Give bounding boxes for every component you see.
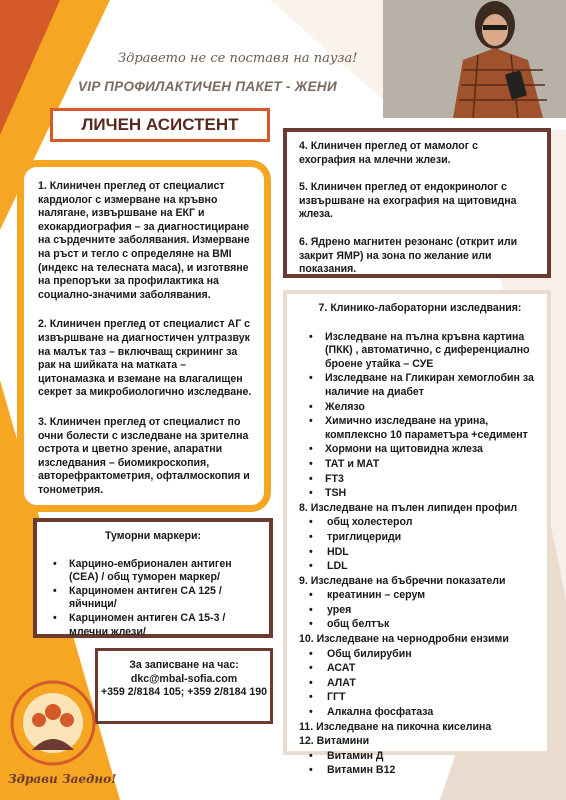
list-item: • Карцино-ембрионален антиген (CEA) / общ туморен маркер/ — [47, 558, 259, 585]
header-photo — [383, 0, 566, 118]
personal-assistant-badge: ЛИЧЕН АСИСТЕНТ — [50, 108, 270, 142]
list-item: • креатинин – серум — [297, 589, 539, 603]
exams-box-left — [17, 160, 271, 512]
list-item: • TSH — [297, 487, 539, 501]
list-item: • урея — [297, 604, 539, 618]
list-item: • Карциномен антиген CA 15-3 /млечни жлези/ — [47, 612, 259, 639]
list-item: • АСАТ — [297, 662, 539, 676]
lab-main-list — [297, 331, 539, 501]
contact-box — [95, 648, 273, 724]
list-item: • Изследване на пълна кръвна картина (ПКК) , автоматично, с диференциално броене утайка – СУЕ — [297, 331, 539, 372]
kidney-list — [297, 589, 539, 632]
list-item: • триглицериди — [297, 531, 539, 545]
hospital-logo — [10, 680, 96, 766]
contact-email[interactable]: dkc@mbal-sofia.com — [130, 672, 238, 685]
exam-item: 5. Клиничен преглед от ендокринолог с извършване на ехография на щитовидна жлеза. — [299, 181, 517, 221]
lab-heading: 7. Клинико-лабораторни изследвания: — [318, 302, 522, 314]
package-title: VIP ПРОФИЛАКТИЧЕН ПАКЕТ - ЖЕНИ — [78, 79, 337, 94]
section-title: 12. Витамини — [299, 735, 370, 748]
tumor-markers-box — [33, 518, 273, 638]
exam-item: 4. Клиничен преглед от мамолог с ехография на млечни жлези. — [299, 140, 478, 166]
list-item: • HDL — [297, 546, 539, 560]
list-item: • Витамин В12 — [297, 764, 539, 778]
list-item: • ГГТ — [297, 691, 539, 705]
exams-box-right — [283, 128, 551, 278]
exam-item: 3. Клиничен преглед от специалист по очни болести с изследване на зрителна острота и цветно зрение, апаратни изследвания – биомикроскопия, авторефрактометрия, офталмоскопия и тонометрия. — [38, 415, 250, 496]
exam-item: 1. Клиничен преглед от специалист кардиолог с измерване на кръвно налягане, извършване на ЕКГ и ехокардиография – за диагностициране на сърдечните заболявания. Измерване на ръст и тегло с определяне на BMI (индекс на телесната маса), и изготвяне на препоръки за профилактика на социално-значими заболявания. — [38, 180, 250, 301]
exam-item: 6. Ядрено магнитен резонанс (открит или закрит ЯМР) на зона по желание или показания. — [299, 235, 518, 276]
tumor-list — [47, 558, 259, 640]
list-item: • Алкална фосфатаза — [297, 706, 539, 720]
vitamins-list — [297, 750, 539, 778]
slogan: Здрави Заедно! — [8, 772, 117, 786]
list-item: • LDL — [297, 560, 539, 574]
contact-heading: За записване на час: — [129, 659, 239, 671]
list-item: • АЛАТ — [297, 677, 539, 691]
tagline: Здравето не се поставя на пауза! — [118, 51, 358, 66]
exam-item: 2. Клиничен преглед от специалист АГ с извършване на диагностичен ултразвук на малък таз – включващ скрининг за рак на шийката на матката – цитонамазка и вземане на влагалищен секрет за микробиологично изследване. — [38, 318, 252, 399]
list-item: • Изследване на Гликиран хемоглобин за наличие на диабет — [297, 372, 539, 399]
list-item: • Химично изследване на урина, комплексно 10 параметъра +седимент — [297, 415, 539, 442]
section-title: 9. Изследване на бъбречни показатели — [299, 574, 506, 587]
list-item: • Хормони на щитовидна жлеза — [297, 443, 539, 457]
section-title: 10. Изследване на чернодробни ензими — [299, 633, 509, 646]
lab-tests-box — [283, 290, 551, 777]
list-item: • Карциномен антиген CA 125 /яйчници/ — [47, 585, 259, 612]
list-item: • Витамин Д — [297, 750, 539, 764]
list-item: • Желязо — [297, 401, 539, 415]
list-item: • общ белтък — [297, 618, 539, 632]
list-item: • Общ билирубин — [297, 648, 539, 662]
woman-photo-illustration — [383, 0, 566, 118]
list-item: • общ холестерол — [297, 516, 539, 530]
section-title: 11. Изследване на пикочна киселина — [299, 720, 492, 733]
list-item: • FT3 — [297, 473, 539, 487]
section-title: 8. Изследване на пълен липиден профил — [299, 501, 518, 514]
lipid-list — [297, 516, 539, 573]
list-item: • ТАТ и МАТ — [297, 458, 539, 472]
contact-phones[interactable]: +359 2/8184 105; +359 2/8184 190 — [100, 686, 268, 698]
tumor-heading: Туморни маркери: — [104, 530, 202, 542]
liver-list — [297, 648, 539, 720]
